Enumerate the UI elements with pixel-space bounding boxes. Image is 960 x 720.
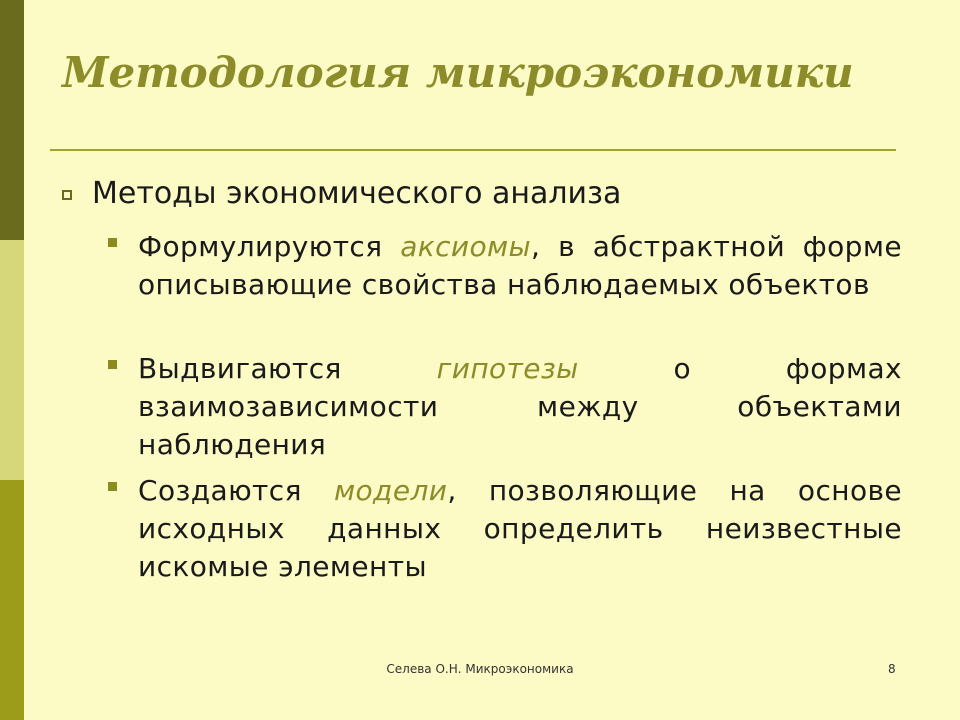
sub-bullet-models bbox=[108, 472, 902, 586]
title-divider bbox=[50, 149, 896, 151]
keyword-models: модели bbox=[334, 474, 448, 507]
side-bar-middle bbox=[0, 240, 24, 480]
sub-bullet-axioms bbox=[108, 228, 902, 304]
keyword-axioms: аксиомы bbox=[400, 230, 532, 263]
hollow-square-bullet-icon bbox=[62, 190, 72, 200]
footer-author: Селева О.Н. Микроэкономика bbox=[386, 662, 574, 676]
text-before: Формулируются bbox=[138, 230, 401, 263]
main-bullet-text: Методы экономического анализа bbox=[92, 176, 622, 211]
slide-title: Методология микроэкономики bbox=[62, 48, 854, 97]
keyword-hypotheses: гипотезы bbox=[436, 352, 579, 385]
square-bullet-icon bbox=[108, 360, 117, 369]
side-bar-top bbox=[0, 0, 24, 240]
sub-bullet-hypotheses bbox=[108, 350, 902, 464]
slide-number: 8 bbox=[888, 662, 896, 676]
text-after: , в абстрактной форме описывающие свойства наблюдаемых объектов bbox=[138, 230, 902, 301]
main-bullet bbox=[62, 176, 621, 211]
square-bullet-icon bbox=[108, 238, 117, 247]
text-before: Создаются bbox=[138, 474, 334, 507]
text-after: , позволяющие на основе исходных данных определить неизвестные искомые элементы bbox=[138, 474, 903, 583]
sub-bullet-text bbox=[138, 350, 902, 464]
side-bar-bottom bbox=[0, 480, 24, 720]
square-bullet-icon bbox=[108, 482, 117, 491]
sub-bullet-text bbox=[138, 472, 902, 586]
sub-bullet-text bbox=[138, 228, 902, 304]
text-after: о формах взаимозависимости между объектами наблюдения bbox=[138, 352, 902, 461]
text-before: Выдвигаются bbox=[138, 352, 437, 385]
